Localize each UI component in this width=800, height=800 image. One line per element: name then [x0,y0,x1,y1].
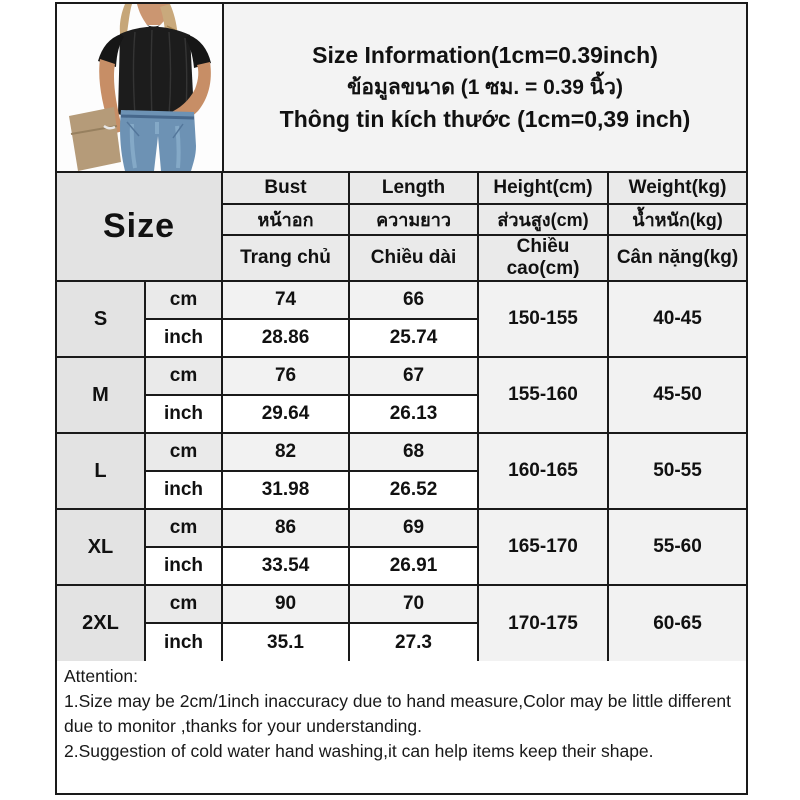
length-cm-value: 66 [349,281,478,319]
bust-cm-value: 74 [222,281,349,319]
product-photo [57,4,224,171]
bust-cm-value: 90 [222,585,349,623]
size-label: L [57,433,145,509]
title-english: Size Information(1cm=0.39inch) [312,42,658,68]
weight-range-value: 40-45 [608,281,746,357]
weight-range-value: 45-50 [608,357,746,433]
column-header-length-vi: Chiều dài [349,235,478,281]
bust-inch-value: 31.98 [222,471,349,509]
column-header-weight-vi: Cân nặng(kg) [608,235,746,281]
length-cm-value: 69 [349,509,478,547]
bust-cm-value: 76 [222,357,349,395]
bust-inch-value: 28.86 [222,319,349,357]
weight-range-value: 55-60 [608,509,746,585]
column-header-weight-th: น้ำหนัก(kg) [608,204,746,235]
height-range-value: 150-155 [478,281,608,357]
unit-cm-label: cm [145,585,222,623]
column-header-length-th: ความยาว [349,204,478,235]
weight-range-value: 60-65 [608,585,746,661]
attention-note [57,661,746,793]
model-illustration [57,4,222,171]
attention-line-2: 2.Suggestion of cold water hand washing,it can help items keep their shape. [64,740,654,761]
length-cm-value: 70 [349,585,478,623]
column-header-height-en: Height(cm) [478,173,608,204]
unit-cm-label: cm [145,357,222,395]
title-vietnamese: Thông tin kích thước (1cm=0,39 inch) [279,106,691,132]
size-label: S [57,281,145,357]
bust-cm-value: 82 [222,433,349,471]
size-information-title [224,4,746,171]
unit-inch-label: inch [145,547,222,585]
height-range-value: 155-160 [478,357,608,433]
column-header-bust-vi: Trang chủ [222,235,349,281]
bust-inch-value: 29.64 [222,395,349,433]
unit-inch-label: inch [145,395,222,433]
column-header-height-vi: Chiều cao(cm) [478,235,608,281]
unit-inch-label: inch [145,319,222,357]
size-table [57,173,746,661]
column-header-length-en: Length [349,173,478,204]
length-cm-value: 67 [349,357,478,395]
height-range-value: 160-165 [478,433,608,509]
column-header-bust-en: Bust [222,173,349,204]
column-header-weight-en: Weight(kg) [608,173,746,204]
size-label: M [57,357,145,433]
length-cm-value: 68 [349,433,478,471]
size-column-header: Size [57,173,222,281]
length-inch-value: 26.91 [349,547,478,585]
height-range-value: 170-175 [478,585,608,661]
length-inch-value: 25.74 [349,319,478,357]
length-inch-value: 27.3 [349,623,478,661]
column-header-height-th: ส่วนสูง(cm) [478,204,608,235]
header-row [57,4,746,173]
bust-inch-value: 35.1 [222,623,349,661]
unit-cm-label: cm [145,433,222,471]
unit-cm-label: cm [145,281,222,319]
title-thai: ข้อมูลขนาด (1 ซม. = 0.39 นิ้ว) [347,76,623,99]
unit-inch-label: inch [145,471,222,509]
length-inch-value: 26.52 [349,471,478,509]
weight-range-value: 50-55 [608,433,746,509]
unit-inch-label: inch [145,623,222,661]
length-inch-value: 26.13 [349,395,478,433]
height-range-value: 165-170 [478,509,608,585]
column-header-bust-th: หน้าอก [222,204,349,235]
size-label: 2XL [57,585,145,661]
unit-cm-label: cm [145,509,222,547]
size-chart-sheet [55,2,748,795]
attention-heading: Attention: [64,666,138,686]
bust-inch-value: 33.54 [222,547,349,585]
bust-cm-value: 86 [222,509,349,547]
size-label: XL [57,509,145,585]
attention-line-1: 1.Size may be 2cm/1inch inaccuracy due to hand measure,Color may be little different due to monitor ,thanks for your understanding. [64,690,731,736]
